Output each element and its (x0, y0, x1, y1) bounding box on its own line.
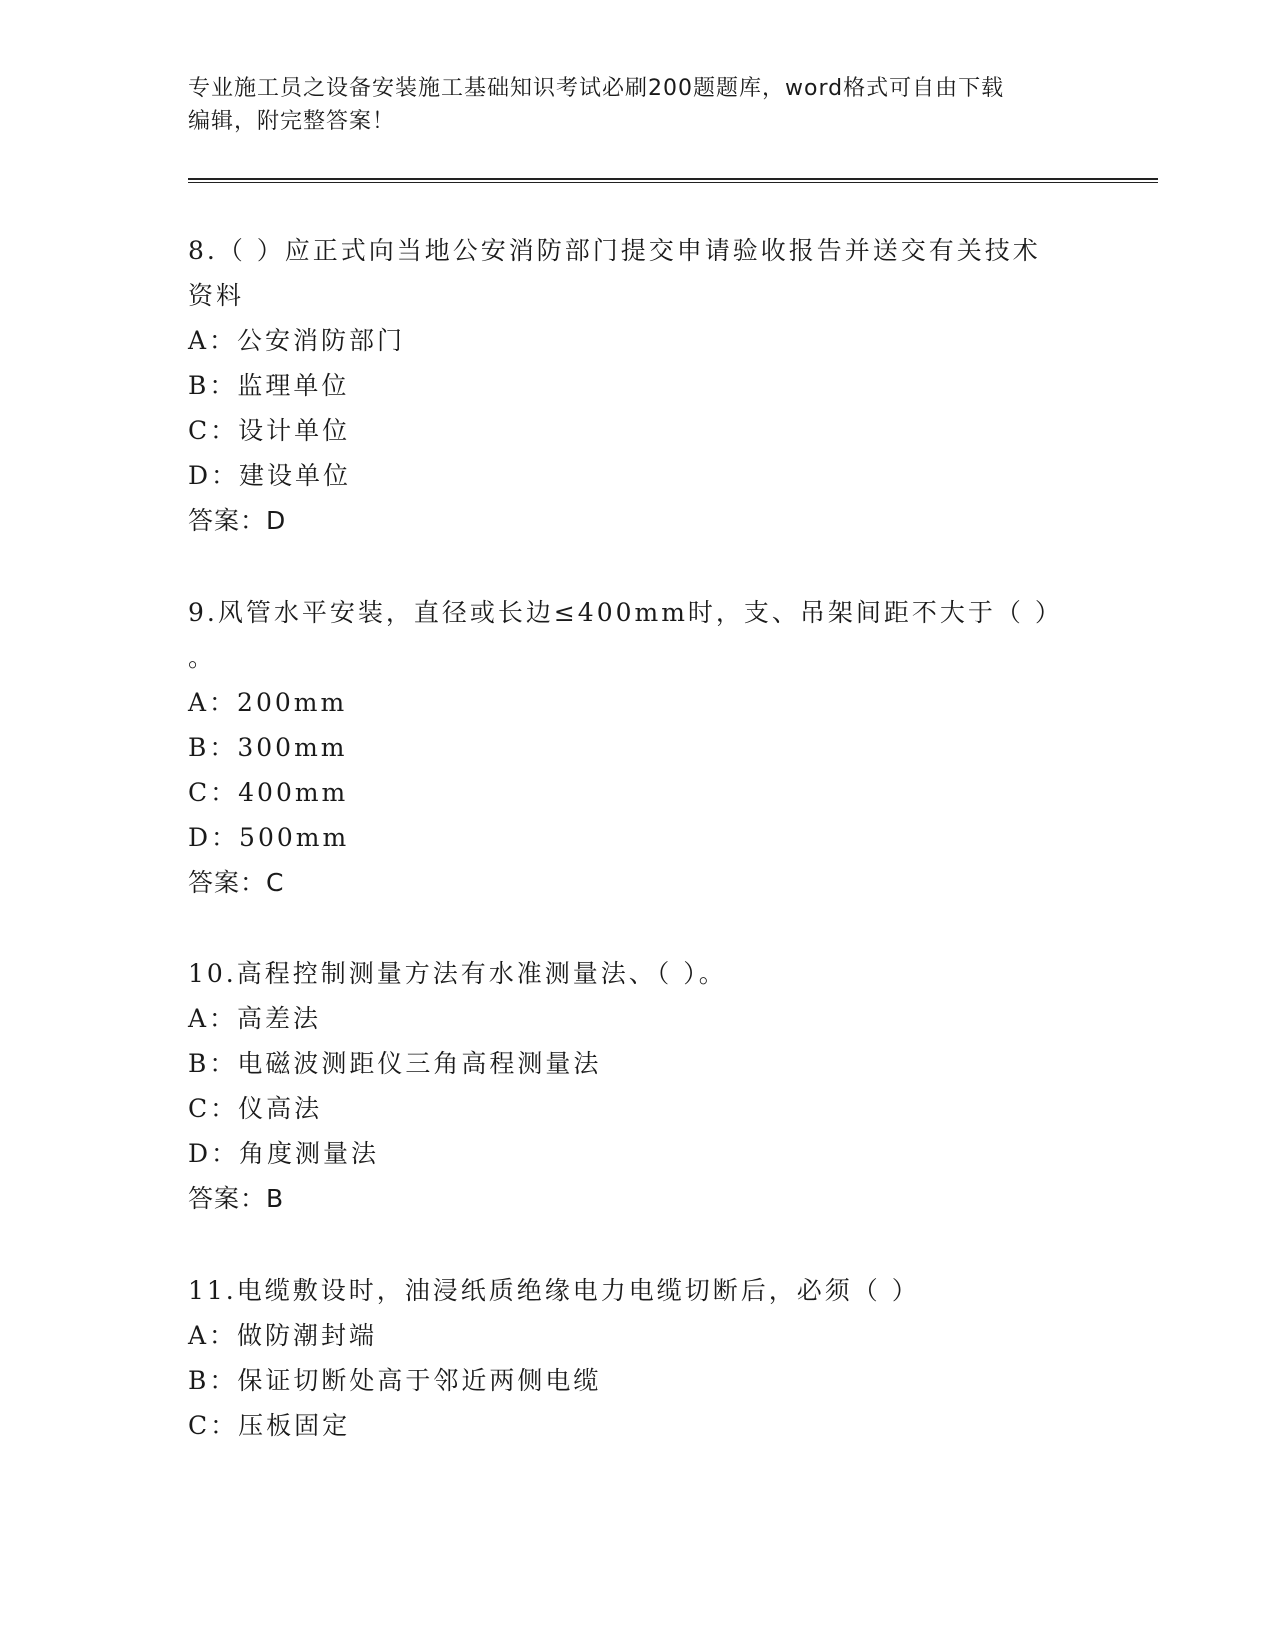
question-stem-continued: 。 (188, 643, 217, 672)
question-stem: 8.（ ）应正式向当地公安消防部门提交申请验收报告并送交有关技术 (188, 236, 1041, 265)
question-stem: 11.电缆敷设时，油浸纸质绝缘电力电缆切断后，必须（ ） (188, 1276, 920, 1305)
option-d: D：500mm (188, 823, 350, 852)
option-b: B：保证切断处高于邻近两侧电缆 (188, 1366, 602, 1395)
answer: 答案：D (188, 506, 287, 535)
question-11 (188, 1268, 1088, 1448)
header-title-line-1: 专业施工员之设备安装施工基础知识考试必刷200题题库，word格式可自由下载 (188, 76, 1005, 101)
question-8 (188, 228, 1088, 543)
option-c: C：压板固定 (188, 1411, 351, 1440)
option-d: D：角度测量法 (188, 1139, 380, 1168)
header-title-line-2: 编辑，附完整答案！ (188, 109, 396, 134)
option-c: C：设计单位 (188, 416, 351, 445)
option-c: C：400mm (188, 778, 349, 807)
document-header (188, 72, 1088, 138)
option-c: C：仪高法 (188, 1094, 323, 1123)
option-b: B：300mm (188, 733, 348, 762)
question-stem: 9.风管水平安装，直径或长边≤400mm时，支、吊架间距不大于（ ） (188, 598, 1063, 627)
question-10 (188, 951, 1088, 1221)
option-b: B：监理单位 (188, 371, 350, 400)
answer: 答案：C (188, 868, 285, 897)
answer: 答案：B (188, 1184, 285, 1213)
question-9 (188, 590, 1088, 905)
option-a: A：200mm (188, 688, 348, 717)
option-d: D：建设单位 (188, 461, 352, 490)
option-a: A：做防潮封端 (188, 1321, 378, 1350)
option-a: A：高差法 (188, 1004, 322, 1033)
option-b: B：电磁波测距仪三角高程测量法 (188, 1049, 602, 1078)
question-stem-continued: 资料 (188, 281, 245, 310)
header-divider (188, 178, 1158, 183)
question-stem: 10.高程控制测量方法有水准测量法、（ ）。 (188, 959, 727, 988)
option-a: A：公安消防部门 (188, 326, 406, 355)
